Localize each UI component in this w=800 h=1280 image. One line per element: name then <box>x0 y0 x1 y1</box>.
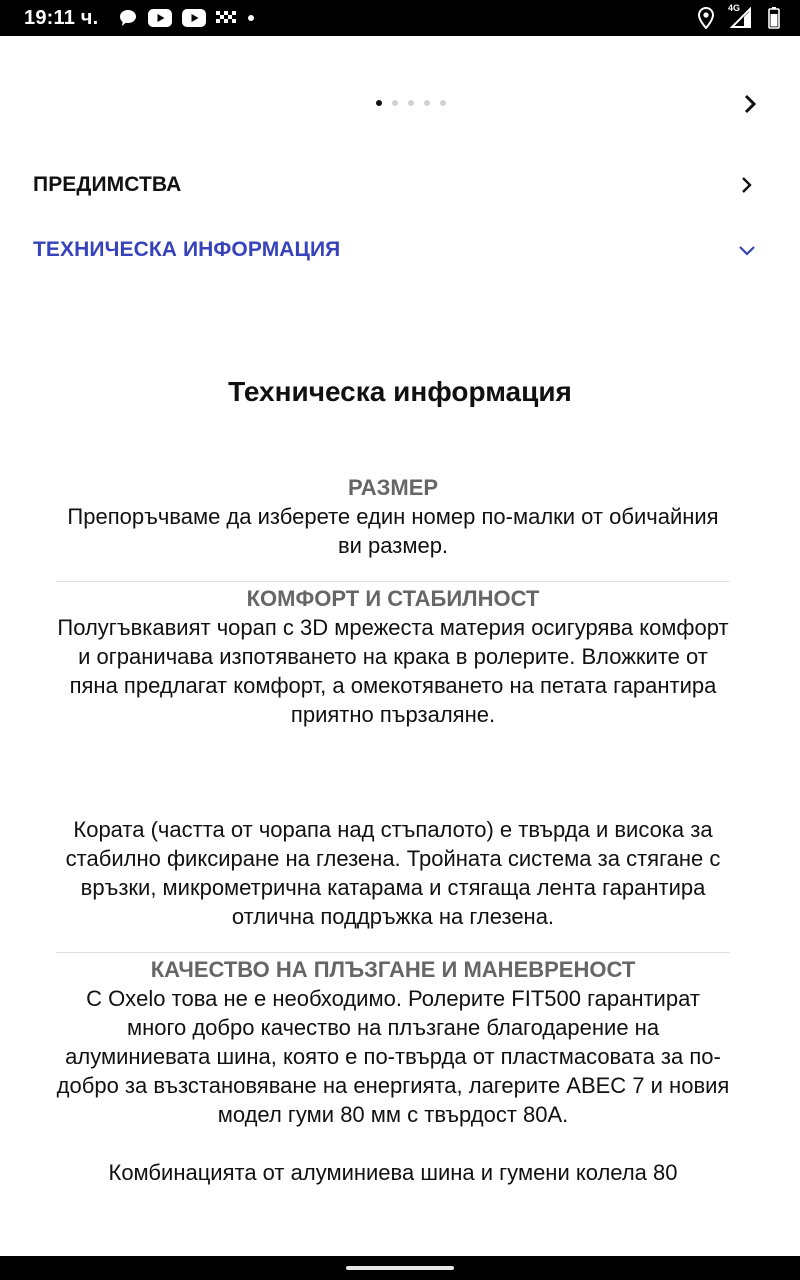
system-navigation-bar <box>0 1256 800 1280</box>
comfort-text: Полугъвкавият чорап с 3D мрежеста материя осигурява комфорт и ограничава изпотяването на крака в ролерите. Вложките от пяна предлагат комфорт, а омекотяването на петата гарантира приятно пързаляне. <box>57 615 729 727</box>
carousel-dot[interactable] <box>424 100 430 106</box>
network-type-label: 4G <box>728 3 741 13</box>
carousel-pagination <box>376 100 446 106</box>
home-gesture-handle[interactable] <box>346 1266 454 1270</box>
carousel-dot[interactable] <box>408 100 414 106</box>
comfort-heading: КОМФОРТ И СТАБИЛНОСТ <box>246 586 540 611</box>
section-title: Техническа информация <box>228 376 572 407</box>
chevron-right-icon <box>737 175 757 195</box>
status-time: 19:11 ч. <box>24 7 99 29</box>
size-section <box>56 473 730 560</box>
accordion-technical-info[interactable] <box>33 230 757 270</box>
chevron-down-icon <box>737 240 757 260</box>
status-bar <box>0 0 800 36</box>
divider <box>56 952 730 953</box>
comfort-text-2: Кората (частта от чорапа над стъпалото) е твърда и висока за стабилно фиксиране на глезена. Тройната система за стягане с връзки, микрометрична катарама и стягаща лента гарантира отлична поддръжка на глезена. <box>65 817 721 929</box>
location-icon <box>698 7 714 29</box>
carousel-next-button[interactable] <box>738 92 762 116</box>
glide-text: С Oxelo това не е необходимо. Ролерите FIT500 гарантират много добро качество на плъзгане благодарение на алуминиевата шина, която е по-твърда от пластмасовата за по-добро за възстановяване на енергията, лагерите ABEC 7 и новия модел гуми 80 мм с твърдост 80A. <box>56 986 730 1127</box>
notification-icons <box>118 8 256 28</box>
carousel-dot[interactable] <box>392 100 398 106</box>
divider <box>56 581 730 582</box>
accordion-advantages[interactable] <box>33 165 757 205</box>
size-text: Препоръчваме да изберете един номер по-малки от обичайния ви размер. <box>67 504 719 558</box>
youtube-icon <box>148 9 172 27</box>
chat-bubble-icon <box>118 8 138 28</box>
cellular-signal-icon <box>728 3 752 29</box>
accordion-advantages-label: ПРЕДИМСТВА <box>33 173 182 196</box>
size-heading: РАЗМЕР <box>347 475 439 500</box>
dot-icon <box>246 13 256 23</box>
carousel-dot[interactable] <box>440 100 446 106</box>
glide-text-2: Комбинацията от алуминиева шина и гумени колела 80 <box>108 1160 678 1185</box>
battery-icon <box>768 7 780 29</box>
glide-heading: КАЧЕСТВО НА ПЛЪЗГАНЕ И МАНЕВРЕНОСТ <box>150 957 636 982</box>
carousel-dot[interactable] <box>376 100 382 106</box>
youtube-icon <box>182 9 206 27</box>
glide-section <box>56 955 730 1187</box>
system-icons <box>698 3 780 30</box>
accordion-technical-info-label: ТЕХНИЧЕСКА ИНФОРМАЦИЯ <box>33 238 341 261</box>
technical-info-content <box>56 473 730 1187</box>
taxi-icon <box>216 11 236 25</box>
chevron-right-icon <box>738 92 762 116</box>
comfort-section <box>56 584 730 931</box>
